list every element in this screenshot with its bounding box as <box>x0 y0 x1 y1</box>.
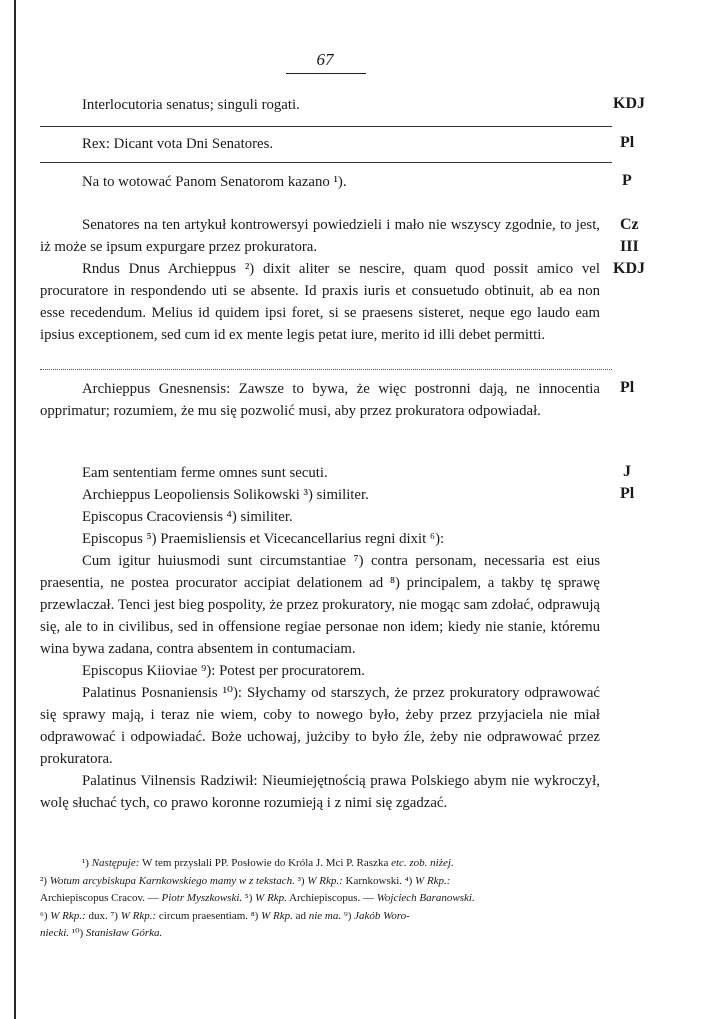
footnote-marker: ³) <box>297 874 305 887</box>
sigla-cz: Cz <box>620 216 639 233</box>
divider-1 <box>40 126 612 127</box>
paragraph-posnaniensis: Palatinus Posnaniensis ¹⁰): Słychamy od starszych, że przez prokuratory odprawować się sprawy mają, i teraz nie wiem, coby to nowego było, żeby przez przyjaciela nie miał odprawować i odpowiadać. Boże uchowaj, jużciby to było źle, żeby nie odprawować przez prokuratora. <box>40 685 600 767</box>
paragraph-vilnensis: Palatinus Vilnensis Radziwił: Nieumiejętnością prawa Polskiego abym nie wykroczył, wolę słuchać tych, co prawo koronne rozumieją i z nimi się zgadzać. <box>40 773 600 811</box>
footnote-marker: ¹⁰) <box>71 927 84 939</box>
footnote-line <box>40 908 612 926</box>
footnote-text: W Rkp. <box>261 909 293 922</box>
footnote-text: Wotum arcybiskupa Karnkowskiego mamy w z tekstach. <box>49 874 295 887</box>
footnote-line <box>40 873 612 891</box>
wotowac-line: Na to wotować Panom Senatorom kazano ¹). <box>82 174 347 190</box>
footnote-text: ad <box>295 909 306 922</box>
footnote-marker: ⁷) <box>110 909 118 922</box>
sigla-pl-3: Pl <box>620 485 635 502</box>
footnote-text: Następuje: <box>91 857 140 869</box>
paragraph-text: Senatores na ten artykuł kontrowersyi powiedzieli i mało nie wszyscy zgodnie, to jest, iż może se ipsum expurgare przez prokuratora. <box>40 217 600 255</box>
footnote-text: Karnkowski. <box>345 874 403 887</box>
footnote-text: Wojciech Baranowski. <box>376 892 475 904</box>
sigla-pl-1: Pl <box>620 134 635 151</box>
footnote-text: W tem przysłali PP. Posłowie do Króla J. Mci P. Raszka <box>141 857 389 869</box>
footnote-text: dux. <box>88 909 108 922</box>
interlocutoria-line: Interlocutoria senatus; singuli rogati. <box>82 97 300 113</box>
sigla-iii: III <box>620 238 639 255</box>
footnote-text: Archiepiscopus. — <box>289 892 375 904</box>
footnote-text: Piotr Myszkowski. <box>161 892 243 904</box>
paragraph-gnesnensis <box>40 378 600 422</box>
main-body <box>40 550 600 814</box>
footnote-marker: ⁸) <box>250 909 259 922</box>
page-number-rule <box>286 73 366 74</box>
divider-3 <box>40 369 612 370</box>
footnote-text: W Rkp.: <box>50 909 86 922</box>
sigla-kdj-1: KDJ <box>613 95 645 112</box>
footnote-text: Jakób Woro- <box>354 909 410 922</box>
paragraph-text: Rndus Dnus Archieppus ²) dixit aliter se nescire, quam quod possit amico vel procuratore in respondendo uti se absente. Id praxis iuris et consuetudo obtinuit, ab ea non esse recedendum. Melius id quidem ipsi foret, si se praesens sisteret, neque ego laudo eam ipsius exceptionem, sed cum id ex mente legis petat iure, merito id illi debet permitti. <box>40 261 600 343</box>
praemisliensis-line: Episcopus ⁵) Praemisliensis et Vicecancellarius regni dixit ⁶): <box>82 531 445 547</box>
eam-line: Eam sententiam ferme omnes sunt secuti. <box>82 465 328 481</box>
footnote-line <box>40 855 612 873</box>
rex-line: Rex: Dicant vota Dni Senatores. <box>82 136 274 152</box>
footnote-text: etc. zob. niżej. <box>391 857 454 869</box>
footnote-text: Stanisław Górka. <box>85 927 163 939</box>
footnote-line <box>40 925 612 943</box>
paragraph-senatores <box>40 214 600 258</box>
paragraph-kiiov: Episcopus Kiioviae ⁹): Potest per procuratorem. <box>82 663 365 679</box>
footnote-text: W Rkp. <box>255 892 287 904</box>
footnote-line <box>40 890 612 908</box>
paragraph-text: Archieppus Gnesnensis: Zawsze to bywa, że więc postronni dają, ne innocentia opprimatur; rozumiem, że mu się pozwolić musi, aby przez prokuratora odpowiadał. <box>40 381 600 419</box>
footnote-text: W Rkp.: <box>307 874 343 887</box>
sigla-j: J <box>623 463 631 480</box>
paragraph-rndus <box>40 258 600 346</box>
footnote-marker: ¹) <box>82 857 89 869</box>
footnote-marker: ⁶) <box>40 909 48 922</box>
footnote-text: nie ma. <box>308 909 342 922</box>
page-left-edge <box>14 0 16 1019</box>
footnote-marker: ⁹) <box>343 909 352 922</box>
footnote-marker: ⁴) <box>404 874 413 887</box>
footnote-text: circum praesentiam. <box>158 909 249 922</box>
footnotes <box>40 855 612 943</box>
page-number: 67 <box>316 50 334 69</box>
footnote-text: W Rkp.: <box>415 874 451 887</box>
paragraph-cum: Cum igitur huiusmodi sunt circumstantiae ⁷) contra personam, necessaria est eius praesentia, ne postea procurator accipiat delationem ad ⁸) principalem, a takby tę sprawę przewlaczał. Tenci jest bieg pospolity, że przez prokuratory, nie mogąc sam zdołać, odprawują się, ale to in civilibus, sed in offensione regiae personae non idem; kiedy nie stanie, któremu wina bywa zadana, contra absentem in contumaciam. <box>40 553 600 657</box>
footnote-marker: ⁵) <box>244 892 253 904</box>
footnote-text: W Rkp.: <box>120 909 157 922</box>
cracoviensis-line: Episcopus Cracoviensis ⁴) similiter. <box>82 509 293 525</box>
sigla-pl-2: Pl <box>620 379 635 396</box>
leopoliensis-line: Archieppus Leopoliensis Solikowski ³) similiter. <box>82 487 369 503</box>
footnote-marker: ²) <box>40 874 47 887</box>
sigla-p: P <box>622 172 632 189</box>
footnote-text: Archiepiscopus Cracov. — <box>40 892 159 904</box>
divider-2 <box>40 162 612 163</box>
sigla-kdj-2: KDJ <box>613 260 645 277</box>
footnote-text: niecki. <box>40 927 70 939</box>
